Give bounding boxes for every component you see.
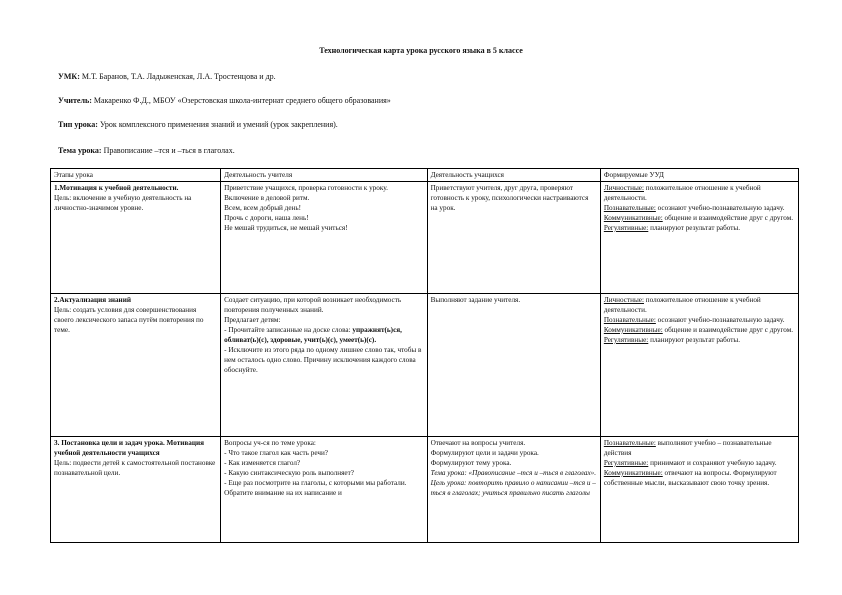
uud-item xyxy=(604,458,795,468)
uud-label: Познавательные: xyxy=(603,439,656,447)
table-row xyxy=(51,182,799,294)
uud-text: отвечают на вопросы. Формулируют собственные мысли, высказывают свою точку зрения. xyxy=(603,469,777,487)
teacher-text: Создает ситуацию, при которой возникает необходимость повторения полученных знаний. xyxy=(224,296,402,314)
uud-label: Коммуникативные: xyxy=(603,469,663,477)
uud-label: Коммуникативные: xyxy=(603,214,663,222)
stage-title: 3. Постановка цели и задач урока. Мотивация учебной деятельности учащихся xyxy=(54,439,205,457)
uud-text: принимают и сохраняют учебную задачу. xyxy=(648,459,777,467)
uud-label: Личностные: xyxy=(603,296,644,304)
teacher-task-text: - Прочитайте записанные на доске слова: xyxy=(224,326,351,334)
lesson-topic-label: Тема урока: xyxy=(58,146,102,155)
teacher-text: Всем, всем добрый день! xyxy=(224,204,302,212)
teacher-text: Приветствие учащихся, проверка готовности к уроку. Включение в деловой ритм. xyxy=(224,184,388,202)
student-goal: Цель урока: повторить правило о написании –тся и –ться в глаголах; учиться правильно писать глаголы xyxy=(430,479,596,497)
uud-item xyxy=(604,213,795,223)
teacher-activity-cell xyxy=(221,437,427,543)
uud-text: положительное отношение к учебной деятельности. xyxy=(603,184,761,202)
teacher-text: - Еще раз посмотрите на глаголы, с которыми мы работали. Обратите внимание на их написание и xyxy=(224,479,407,497)
uud-cell xyxy=(600,294,798,437)
student-text: Выполняют задание учителя. xyxy=(430,296,521,304)
teacher-label: Учитель: xyxy=(58,96,92,105)
stage-goal: Цель: включение в учебную деятельность на личностно-значимом уровне. xyxy=(54,194,192,212)
uud-label: Регулятивные: xyxy=(603,336,649,344)
lesson-type-line xyxy=(58,120,338,129)
stage-goal: Цель: создать условия для совершенствования своего лексического запаса путём повторения по теме. xyxy=(54,306,204,334)
teacher-text: Вопросы уч-ся по теме урока: xyxy=(224,439,316,447)
uud-item xyxy=(604,325,795,335)
uud-cell xyxy=(600,182,798,294)
stage-cell xyxy=(51,182,221,294)
uud-text: планируют результат работы. xyxy=(648,336,741,344)
column-header-uud: Формируемые УУД xyxy=(600,169,798,182)
student-activity-cell xyxy=(427,294,600,437)
lesson-plan-table xyxy=(50,168,799,543)
table-row xyxy=(51,294,799,437)
student-activity-cell xyxy=(427,437,600,543)
stage-goal: Цель: подвести детей к самостоятельной постановке познавательной цели. xyxy=(54,459,216,477)
student-topic: Тема урока: «Правописание –тся и –ться в глаголах». xyxy=(430,469,597,477)
teacher-text: - Какую синтаксическую роль выполняет? xyxy=(224,469,354,477)
teacher-activity-cell xyxy=(221,182,427,294)
lesson-type-label: Тип урока: xyxy=(58,120,98,129)
teacher-text: Не мешай трудиться, не мешай учиться! xyxy=(224,224,348,232)
uud-text: осознают учебно-познавательную задачу. xyxy=(655,204,785,212)
stage-title: 2.Актуализация знаний xyxy=(54,296,131,304)
teacher-value: Макаренко Ф.Д., МБОУ «Озерстовская школа-интернат среднего общего образования» xyxy=(93,96,391,105)
uud-text: общение и взаимодействие друг с другом. xyxy=(662,326,794,334)
uud-item xyxy=(604,438,795,458)
uud-label: Познавательные: xyxy=(603,316,656,324)
lesson-topic-line xyxy=(58,146,235,155)
teacher-text: - Как изменяется глагол? xyxy=(224,459,301,467)
student-text: Формулируют цели и задачи урока. xyxy=(430,449,539,457)
lesson-topic-value: Правописание –тся и –ться в глаголах. xyxy=(103,146,235,155)
teacher-text: Прочь с дороги, наша лень! xyxy=(224,214,309,222)
column-header-teacher: Деятельность учителя xyxy=(221,169,427,182)
uud-item xyxy=(604,203,795,213)
teacher-text: - Что такое глагол как часть речи? xyxy=(224,449,328,457)
student-activity-cell xyxy=(427,182,600,294)
uud-label: Регулятивные: xyxy=(603,459,649,467)
teacher-activity-cell xyxy=(221,294,427,437)
stage-title: 1.Мотивация к учебной деятельности. xyxy=(54,184,179,192)
uud-text: положительное отношение к учебной деятельности. xyxy=(603,296,761,314)
stage-cell xyxy=(51,437,221,543)
student-text: Приветствуют учителя, друг друга, проверяют готовность к уроку, психологически настраиваются на урок. xyxy=(430,184,589,212)
uud-text: выполняют учебно – познавательные действия xyxy=(603,439,772,457)
uud-item xyxy=(604,183,795,203)
uud-label: Коммуникативные: xyxy=(603,326,663,334)
uud-label: Регулятивные: xyxy=(603,224,649,232)
uud-text: осознают учебно-познавательную задачу. xyxy=(655,316,785,324)
umk-line xyxy=(58,72,276,81)
umk-value: М.Т. Баранов, Т.А. Ладыженская, Л.А. Тростенцова и др. xyxy=(81,72,276,81)
table-header-row xyxy=(51,169,799,182)
student-text: Отвечают на вопросы учителя. xyxy=(430,439,526,447)
table-row xyxy=(51,437,799,543)
teacher-offer: Предлагает детям: xyxy=(224,316,281,324)
uud-item xyxy=(604,335,795,345)
student-text: Формулируют тему урока. xyxy=(430,459,512,467)
uud-item xyxy=(604,315,795,325)
uud-label: Познавательные: xyxy=(603,204,656,212)
uud-text: планируют результат работы. xyxy=(648,224,741,232)
teacher-line xyxy=(58,96,391,105)
uud-item xyxy=(604,468,795,488)
teacher-task xyxy=(224,325,423,345)
uud-label: Личностные: xyxy=(603,184,644,192)
uud-item xyxy=(604,295,795,315)
column-header-stages: Этапы урока xyxy=(51,169,221,182)
teacher-words: упражнят(ь)ся, обливат(ь)(с), здоровые, учит(ь)(с), умеет(ь)(с). xyxy=(224,326,402,344)
document-title: Технологическая карта урока русского языка в 5 классе xyxy=(319,46,523,55)
uud-text: общение и взаимодействие друг с другом. xyxy=(662,214,794,222)
column-header-students: Деятельность учащихся xyxy=(427,169,600,182)
uud-cell xyxy=(600,437,798,543)
lesson-type-value: Урок комплексного применения знаний и умений (урок закрепления). xyxy=(99,120,338,129)
uud-item xyxy=(604,223,795,233)
stage-cell xyxy=(51,294,221,437)
teacher-text: - Исключите из этого ряда по одному лишнее слово так, чтобы в нем осталось одно слово. Причину исключения каждого слова обоснуйте. xyxy=(224,346,422,374)
umk-label: УМК: xyxy=(58,72,80,81)
